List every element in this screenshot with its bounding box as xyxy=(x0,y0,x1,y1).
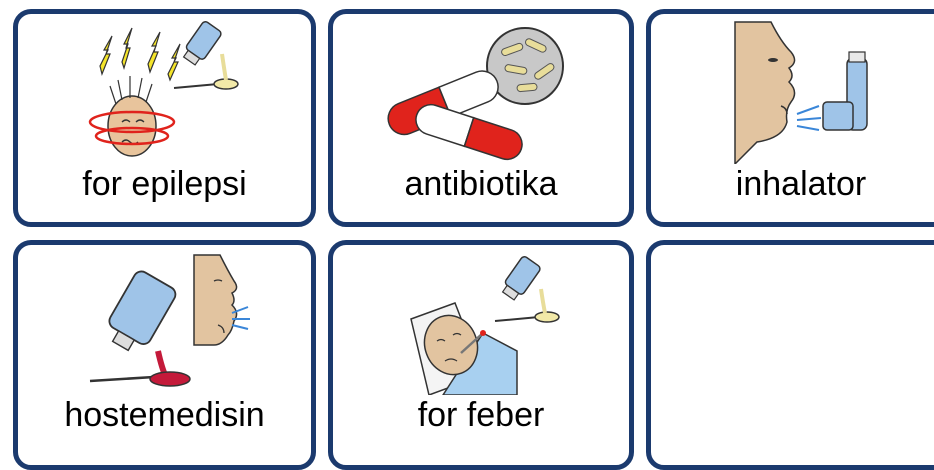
fever-medicine-icon xyxy=(333,245,629,395)
cough-medicine-icon xyxy=(18,245,311,395)
cell-inhalator[interactable] xyxy=(646,9,934,227)
inhaler-icon xyxy=(651,14,934,164)
cell-hostemedisin[interactable] xyxy=(13,240,316,470)
cell-for-feber[interactable] xyxy=(328,240,634,470)
antibiotics-icon xyxy=(333,14,629,164)
cell-label: hostemedisin xyxy=(64,396,265,434)
cell-label: for feber xyxy=(417,396,545,434)
cell-antibiotika[interactable] xyxy=(328,9,634,227)
cell-label: for epilepsi xyxy=(82,165,247,203)
cell-label: inhalator xyxy=(735,165,867,203)
cell-label: antibiotika xyxy=(404,165,558,203)
epilepsy-medicine-icon xyxy=(18,14,311,164)
cell-empty[interactable] xyxy=(646,240,934,470)
cell-for-epilepsi[interactable] xyxy=(13,9,316,227)
